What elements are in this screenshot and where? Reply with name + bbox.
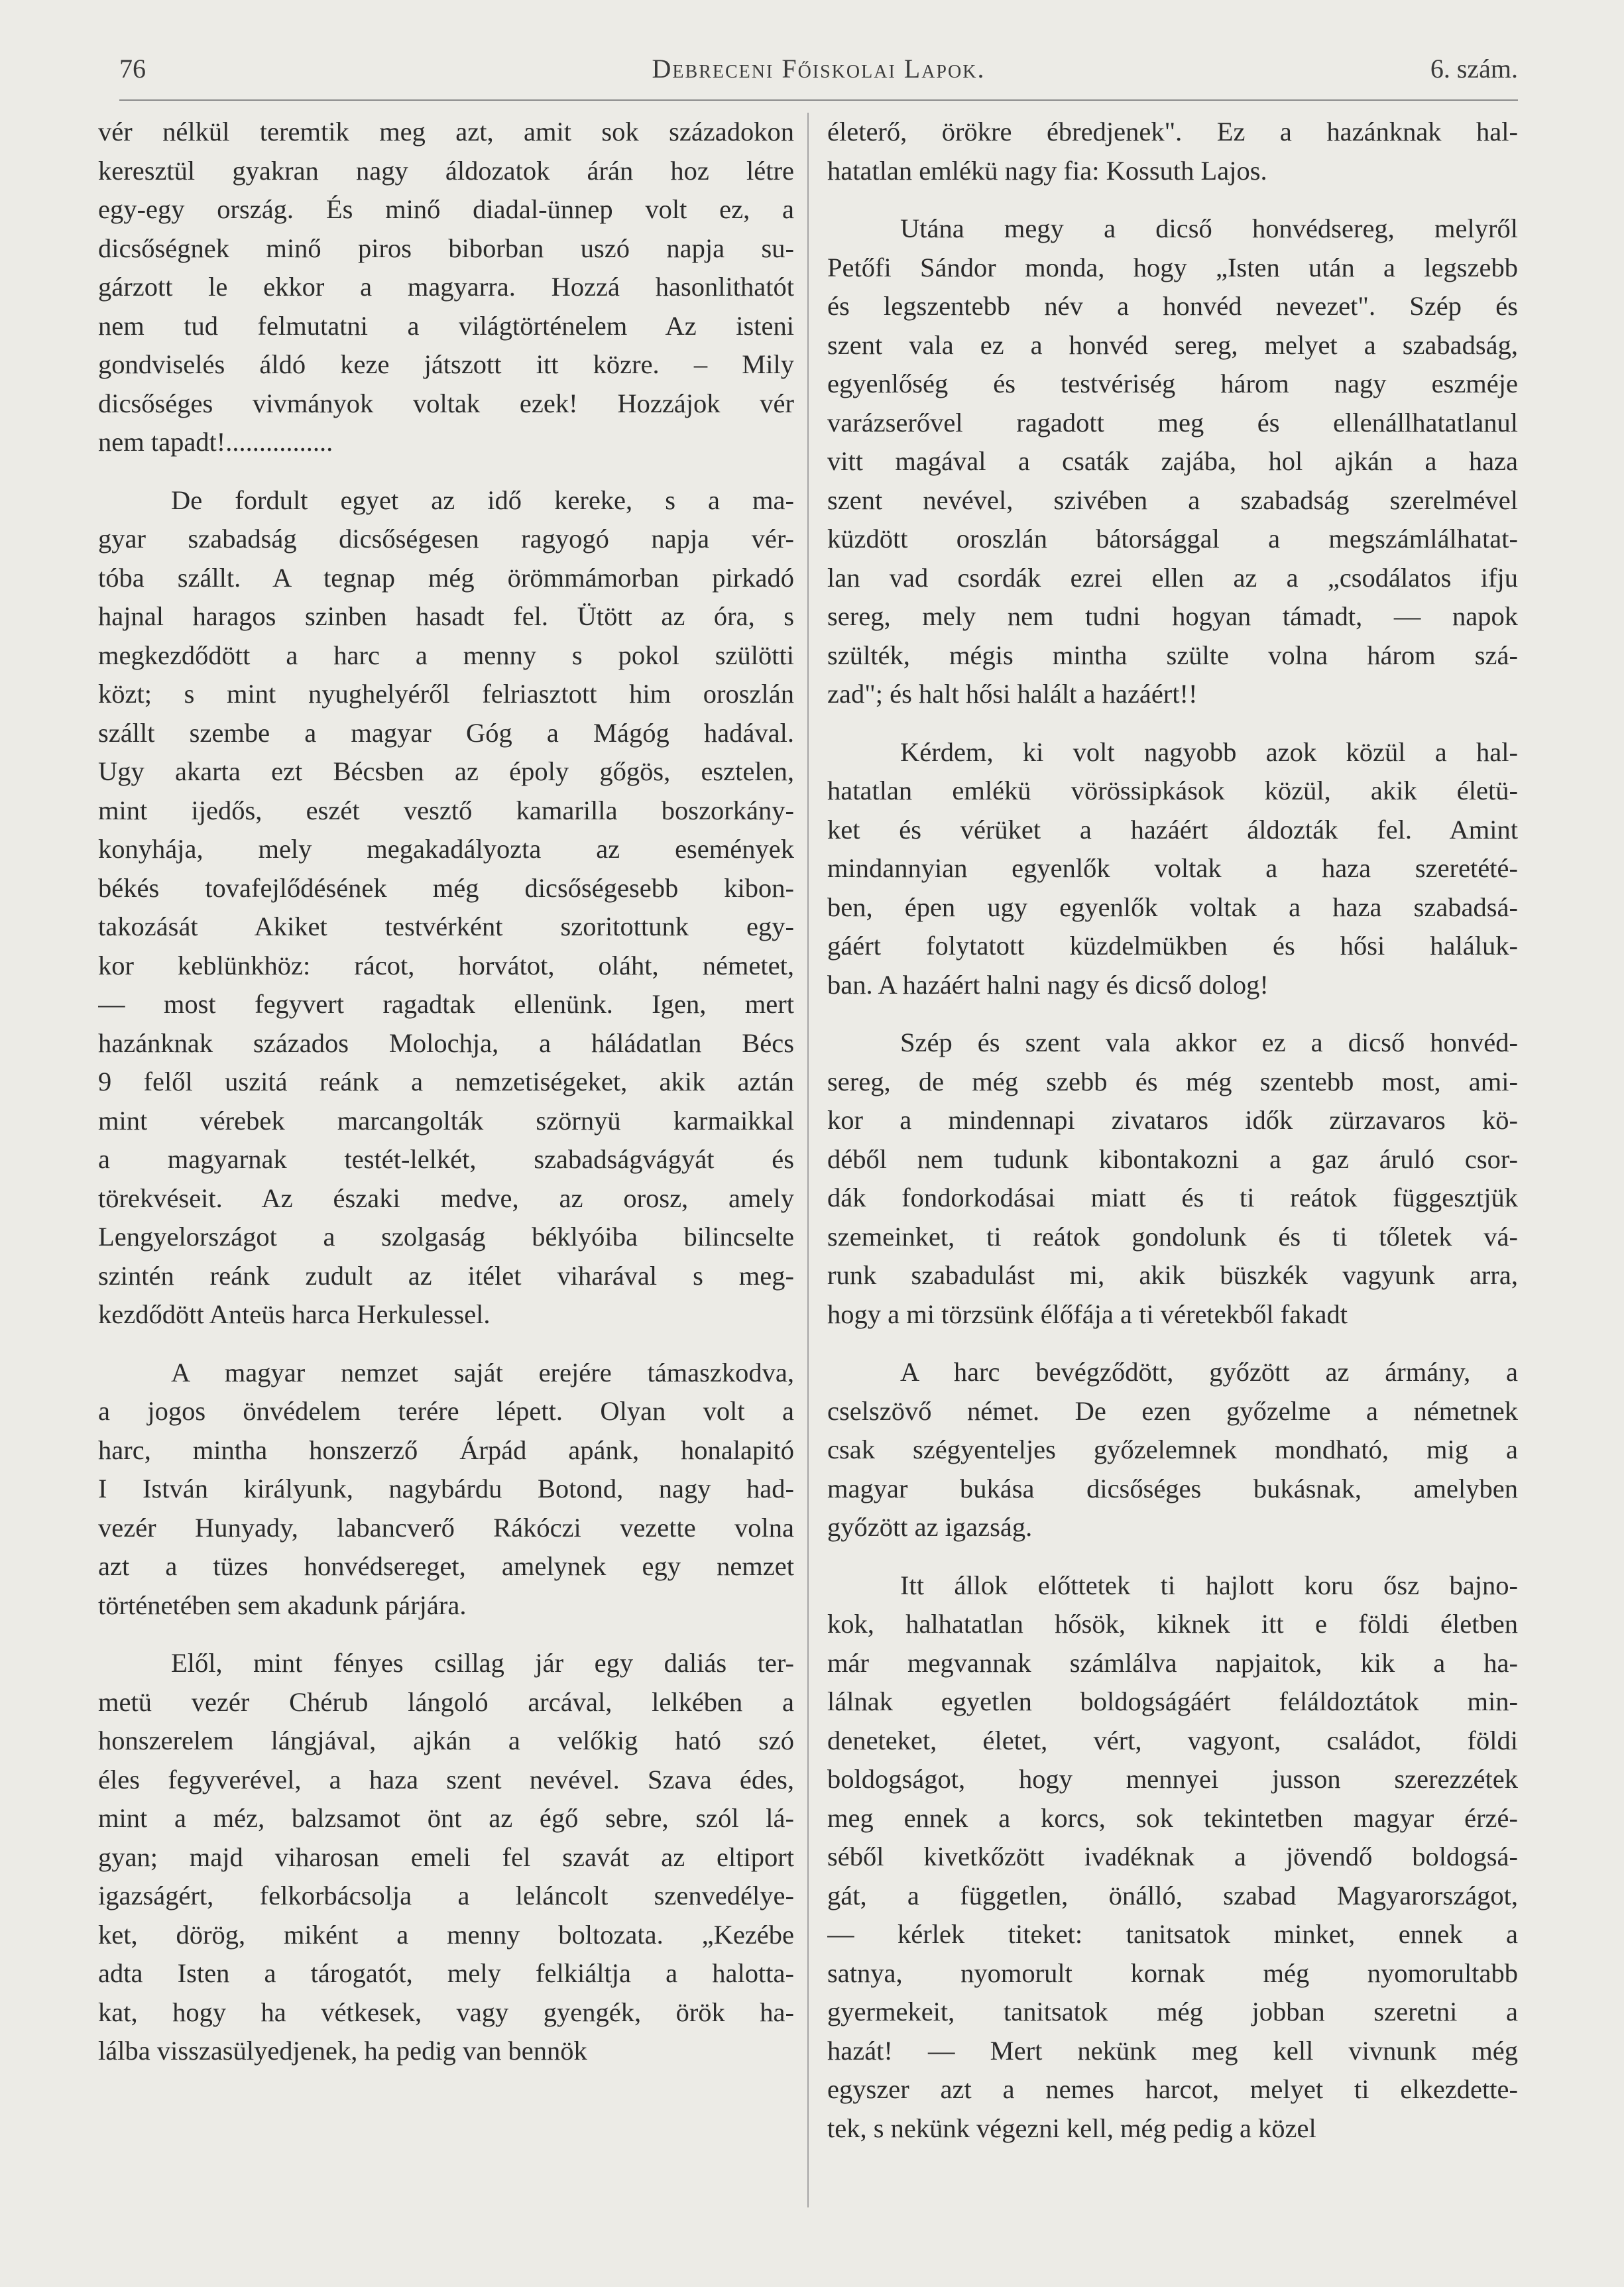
text-line: vér nélkül teremtik meg azt, amit sok századokon	[98, 117, 794, 147]
text-line: varázserővel ragadott meg és ellenállhatatlanul	[827, 407, 1518, 438]
text-line: hogy a mi törzsünk élőfája a ti véretekből fakadt	[827, 1299, 1348, 1329]
text-line: azt a tüzes honvédsereget, amelynek egy nemzet	[98, 1551, 794, 1581]
paragraph	[98, 1354, 794, 1625]
text-line: hatatlan emlékü nagy fia: Kossuth Lajos.	[827, 155, 1267, 186]
text-line: meg ennek a korcs, sok tekintetben magyar érzé-	[827, 1802, 1518, 1833]
text-line: mint vérebek marcangolták szörnyü karmaikkal	[98, 1105, 794, 1136]
text-line: adta Isten a tárogatót, mely felkiáltja a halotta-	[98, 1958, 794, 1988]
text-line: sereg, de még szebb és még szentebb most, ami-	[827, 1066, 1518, 1096]
text-line: szent vala ez a honvéd sereg, melyet a szabadság,	[827, 329, 1518, 360]
text-line: Lengyelországot a szolgaság béklyóiba bilincselte	[98, 1222, 794, 1252]
text-line: a jogos önvédelem terére lépett. Olyan volt a	[98, 1396, 794, 1426]
paragraph-gap	[827, 1334, 1518, 1353]
text-line: nem tapadt!................	[98, 427, 333, 457]
text-line: a magyarnak testét-lelkét, szabadságvágyát és	[98, 1144, 794, 1174]
text-line: kor keblünkhöz: rácot, horvátot, oláht, németet,	[98, 950, 794, 980]
text-line: ben, épen ugy egyenlők voltak a haza szabadsá-	[827, 892, 1518, 922]
text-line: kok, halhatatlan hősök, kiknek itt e földi életben	[827, 1609, 1518, 1639]
text-line: tóba szállt. A tegnap még örömmámorban pirkadó	[98, 562, 794, 593]
text-line: ban. A hazáért halni nagy és dicső dolog!	[827, 969, 1269, 1000]
text-line: gát, a független, önálló, szabad Magyarországot,	[827, 1880, 1518, 1910]
text-line: gondviselés áldó keze játszott itt közre. – Mily	[98, 349, 794, 379]
text-line: dicsőséges vivmányok voltak ezek! Hozzájok vér	[98, 388, 794, 418]
text-line: egy-egy ország. És minő diadal-ünnep volt ez, a	[98, 194, 794, 224]
text-line: A magyar nemzet saját erejére támaszkodva,	[171, 1357, 794, 1387]
text-line: magyar bukása dicsőséges bukásnak, amelyben	[827, 1473, 1518, 1503]
running-header	[119, 53, 1518, 93]
text-line: egyszer azt a nemes harcot, melyet ti elkezdette-	[827, 2074, 1518, 2104]
text-line: mindannyian egyenlők voltak a haza szeretété-	[827, 853, 1518, 883]
right-column	[827, 113, 1518, 2207]
text-line: zad"; és halt hősi halált a hazáért!!	[827, 679, 1198, 709]
text-line: éles fegyverével, a haza szent nevével. Szava édes,	[98, 1764, 794, 1794]
text-line: szülték, mégis mintha szülte volna három szá-	[827, 640, 1518, 670]
text-line: történetében sem akadunk párjára.	[98, 1590, 467, 1620]
text-line: vezér Hunyady, labancverő Rákóczi vezette volna	[98, 1512, 794, 1543]
text-line: I István királyunk, nagybárdu Botond, nagy had-	[98, 1474, 794, 1503]
text-line: szintén reánk zudult az itélet viharával s meg-	[98, 1260, 794, 1291]
text-line: kor a mindennapi zivataros idők zürzavaros kö-	[827, 1105, 1518, 1135]
text-line: Petőfi Sándor monda, hogy „Isten után a legszebb	[827, 252, 1518, 282]
text-line: lálnak egyetlen boldogságáért feláldoztátok min-	[827, 1686, 1518, 1716]
text-line: déből nem tudunk kibontakozni a gaz áruló csor-	[827, 1144, 1518, 1174]
text-line: Utána megy a dicső honvédsereg, melyről	[900, 213, 1518, 243]
text-line: hajnal haragos szinben hasadt fel. Ütött az óra, s	[98, 601, 794, 631]
text-line: dicsőségnek minő piros biborban uszó napja su-	[98, 233, 794, 263]
text-line: szállt szembe a magyar Góg a Mágóg hadával.	[98, 717, 794, 748]
text-line: dák fondorkodásai miatt és ti reátok függesztjük	[827, 1183, 1518, 1212]
text-line: ket és vérüket a hazáért áldozták fel. Amint	[827, 814, 1518, 845]
text-line: konyhája, mely megakadályozta az események	[98, 834, 794, 864]
text-line: ket, dörög, miként a menny boltozata. „Kezébe	[98, 1919, 794, 1950]
text-line: sereg, mely nem tudni hogyan támadt, — napok	[827, 601, 1518, 631]
paragraph	[827, 733, 1518, 1005]
text-line: boldogságot, hogy mennyei jusson szerezzétek	[827, 1764, 1518, 1794]
text-line: tek, s nekünk végezni kell, még pedig a közel	[827, 2113, 1316, 2143]
text-line: De fordult egyet az idő kereke, s a ma-	[171, 485, 794, 515]
text-line: hatatlan emlékü vörössipkások közül, akik életü-	[827, 776, 1518, 805]
paragraph	[98, 481, 794, 1334]
text-line: keresztül gyakran nagy áldozatok árán hoz létre	[98, 155, 794, 186]
text-line: küzdött oroszlán bátorsággal a megszámlálhatat-	[827, 524, 1518, 554]
paragraph	[827, 1353, 1518, 1547]
text-line: Itt állok előttetek ti hajlott koru ősz bajno-	[900, 1570, 1518, 1600]
text-line: deneteket, életet, vért, vagyont, családot, földi	[827, 1725, 1518, 1755]
text-line: megkezdődött a harc a menny s pokol szülötti	[98, 640, 794, 670]
text-line: szemeinket, ti reátok gondolunk és ti tőletek vá-	[827, 1221, 1518, 1252]
paragraph-gap	[98, 462, 794, 481]
text-line: kezdődött Anteüs harca Herkulessel.	[98, 1299, 491, 1329]
text-line: csak szégyenteljes győzelemnek mondható, mig a	[827, 1435, 1518, 1464]
text-line: lálba visszasülyedjenek, ha pedig van bennök	[98, 2036, 587, 2066]
text-line: szent nevével, szivében a szabadság szerelmével	[827, 485, 1518, 515]
text-line: mint a méz, balzsamot önt az égő sebre, szól lá-	[98, 1803, 794, 1833]
paragraph-gap	[827, 714, 1518, 733]
text-line: honszerelem lángjával, ajkán a velőkig ható szó	[98, 1726, 794, 1755]
text-line: Ugy akarta ezt Bécsben az époly gőgös, esztelen,	[98, 756, 794, 786]
paragraph	[98, 1644, 794, 2071]
text-line: Szép és szent vala akkor ez a dicső honvéd-	[900, 1027, 1518, 1057]
text-line: takozását Akiket testvérként szoritottunk egy-	[98, 911, 794, 941]
paragraph-gap	[827, 1547, 1518, 1566]
text-line: Kérdem, ki volt nagyobb azok közül a hal-	[900, 736, 1518, 767]
text-line: vitt magával a csaták zajába, hol ajkán a haza	[827, 446, 1518, 476]
text-line: és legszentebb név a honvéd nevezet". Szép és	[827, 291, 1518, 321]
header-rule	[119, 99, 1518, 101]
text-line: cselszövő német. De ezen győzelme a németnek	[827, 1395, 1518, 1426]
text-line: törekvéseit. Az északi medve, az orosz, amely	[98, 1183, 794, 1213]
paragraph-gap	[98, 1625, 794, 1644]
paragraph	[827, 113, 1518, 190]
text-line: harc, mintha honszerző Árpád apánk, honalapitó	[98, 1435, 794, 1465]
text-line: gyar szabadság dicsőségesen ragyogó napja vér-	[98, 524, 794, 554]
text-line: életerő, örökre ébredjenek". Ez a hazánknak hal-	[827, 117, 1518, 147]
text-line: gyermekeit, tanitsatok még jobban szeretni a	[827, 1997, 1518, 2026]
text-line: győzött az igazság.	[827, 1512, 1033, 1542]
text-line: igazságért, felkorbácsolja a leláncolt szenvedélye-	[98, 1881, 794, 1910]
text-line: egyenlőség és testvériség három nagy eszméje	[827, 369, 1518, 398]
paragraph	[98, 113, 794, 462]
text-line: A harc bevégződött, győzött az ármány, a	[900, 1357, 1518, 1387]
text-line: közt; s mint nyughelyéről felriasztott him oroszlán	[98, 679, 794, 709]
text-line: kat, hogy ha vétkesek, vagy gyengék, örök ha-	[98, 1997, 794, 2027]
paragraph-gap	[827, 1004, 1518, 1024]
text-line: gyan; majd viharosan emeli fel szavát az eltiport	[98, 1842, 794, 1872]
text-line: satnya, nyomorult kornak még nyomorultabb	[827, 1958, 1518, 1988]
text-line: békés tovafejlődésének még dicsőségesebb kibon-	[98, 872, 794, 903]
text-line: — kérlek titeket: tanitsatok minket, ennek a	[827, 1919, 1518, 1949]
paragraph	[827, 209, 1518, 714]
journal-title: Debreceni Főiskolai Lapok.	[652, 54, 986, 84]
left-column	[98, 113, 794, 2207]
text-line: hazát! — Mert nekünk meg kell vivnunk még	[827, 2035, 1518, 2066]
issue-number: 6. szám.	[1430, 54, 1518, 84]
text-line: nem tud felmutatni a világtörténelem Az isteni	[98, 310, 794, 341]
text-line: már megvannak számlálva napjaitok, kik a ha-	[827, 1647, 1518, 1678]
text-line: lan vad csordák ezrei ellen az a „csodálatos ifju	[827, 562, 1518, 593]
text-line: 9 felől uszitá reánk a nemzetiségeket, akik aztán	[98, 1067, 794, 1096]
text-line: séből kivetkőzött ivadéknak a jövendő boldogsá-	[827, 1842, 1518, 1871]
paragraph-gap	[827, 190, 1518, 209]
text-line: Elől, mint fényes csillag jár egy daliás ter-	[171, 1648, 794, 1678]
text-line: mint ijedős, eszét vesztő kamarilla boszorkány-	[98, 795, 794, 825]
text-line: runk szabadulást mi, akik büszkék vagyunk arra,	[827, 1260, 1518, 1290]
text-line: — most fegyvert ragadtak ellenünk. Igen, mert	[98, 989, 794, 1019]
text-line: gárzott le ekkor a magyarra. Hozzá hasonlithatót	[98, 272, 794, 302]
text-line: gáért folytatott küzdelmükben és hősi haláluk-	[827, 931, 1518, 961]
text-line: hazánknak százados Molochja, a háládatlan Bécs	[98, 1027, 794, 1058]
paragraph	[827, 1566, 1518, 2148]
paragraph	[827, 1024, 1518, 1334]
column-divider	[807, 113, 809, 2207]
page-number: 76	[119, 54, 146, 84]
text-line: metü vezér Chérub lángoló arcával, lelkében a	[98, 1686, 794, 1717]
paragraph-gap	[98, 1334, 794, 1354]
